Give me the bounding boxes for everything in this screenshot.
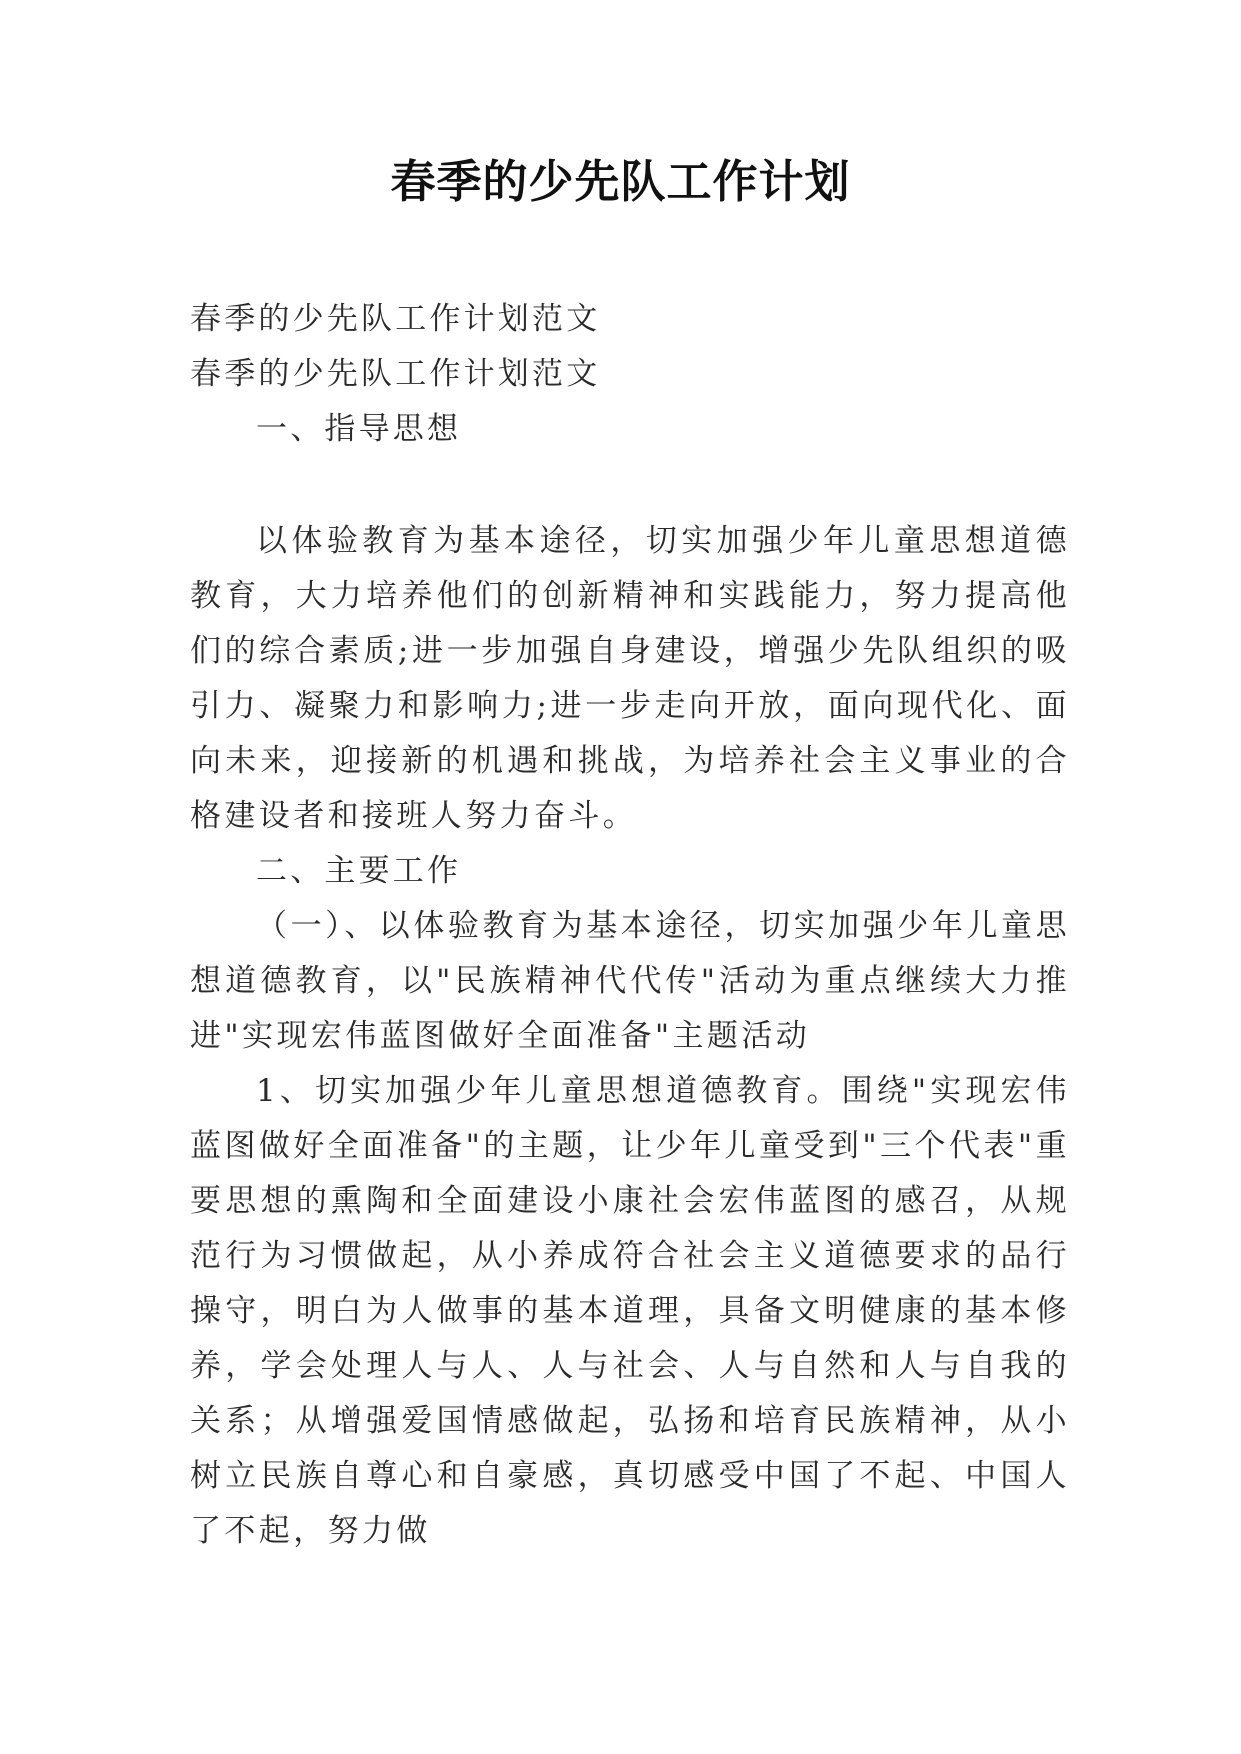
section-heading-guiding-ideology: 一、指导思想 — [256, 411, 462, 447]
main-work-item-1: 1、切实加强少年儿童思想道德教育。围绕"实现宏伟蓝图做好全面准备"的主题，让少年儿童受到"三个代表"重要思想的熏陶和全面建设小康社会宏伟蓝图的感召，从规范行为习惯做起，从小养成符合社会主义道德要求的品行操守，明白为人做事的基本道理，具备文明健康的基本修养，学会处理人与人、人与社会、人与自然和人与自我的关系；从增强爱国情感做起，弘扬和培育民族精神，从小树立民族自尊心和自豪感，真切感受中国了不起、中国人了不起，努力做 — [190, 1073, 1070, 1549]
section-heading-main-work: 二、主要工作 — [256, 853, 462, 889]
main-work-subsection-1: （一）、以体验教育为基本途径，切实加强少年儿童思想道德教育，以"民族精神代代传"活动为重点继续大力推进"实现宏伟蓝图做好全面准备"主题活动 — [190, 908, 1070, 1054]
paragraph-gap — [190, 457, 1070, 514]
document-title: 春季的少先队工作计划 — [390, 155, 851, 208]
document-body — [190, 292, 1070, 1559]
guiding-ideology-paragraph: 以体验教育为基本途径，切实加强少年儿童思想道德教育，大力培养他们的创新精神和实践能力，努力提高他们的综合素质;进一步加强自身建设，增强少先队组织的吸引力、凝聚力和影响力;进一步走向开放，面向现代化、面向未来，迎接新的机遇和挑战，为培养社会主义事业的合格建设者和接班人努力奋斗。 — [190, 523, 1070, 834]
subtitle-line-2: 春季的少先队工作计划范文 — [190, 356, 601, 392]
subtitle-line-1: 春季的少先队工作计划范文 — [190, 301, 601, 337]
